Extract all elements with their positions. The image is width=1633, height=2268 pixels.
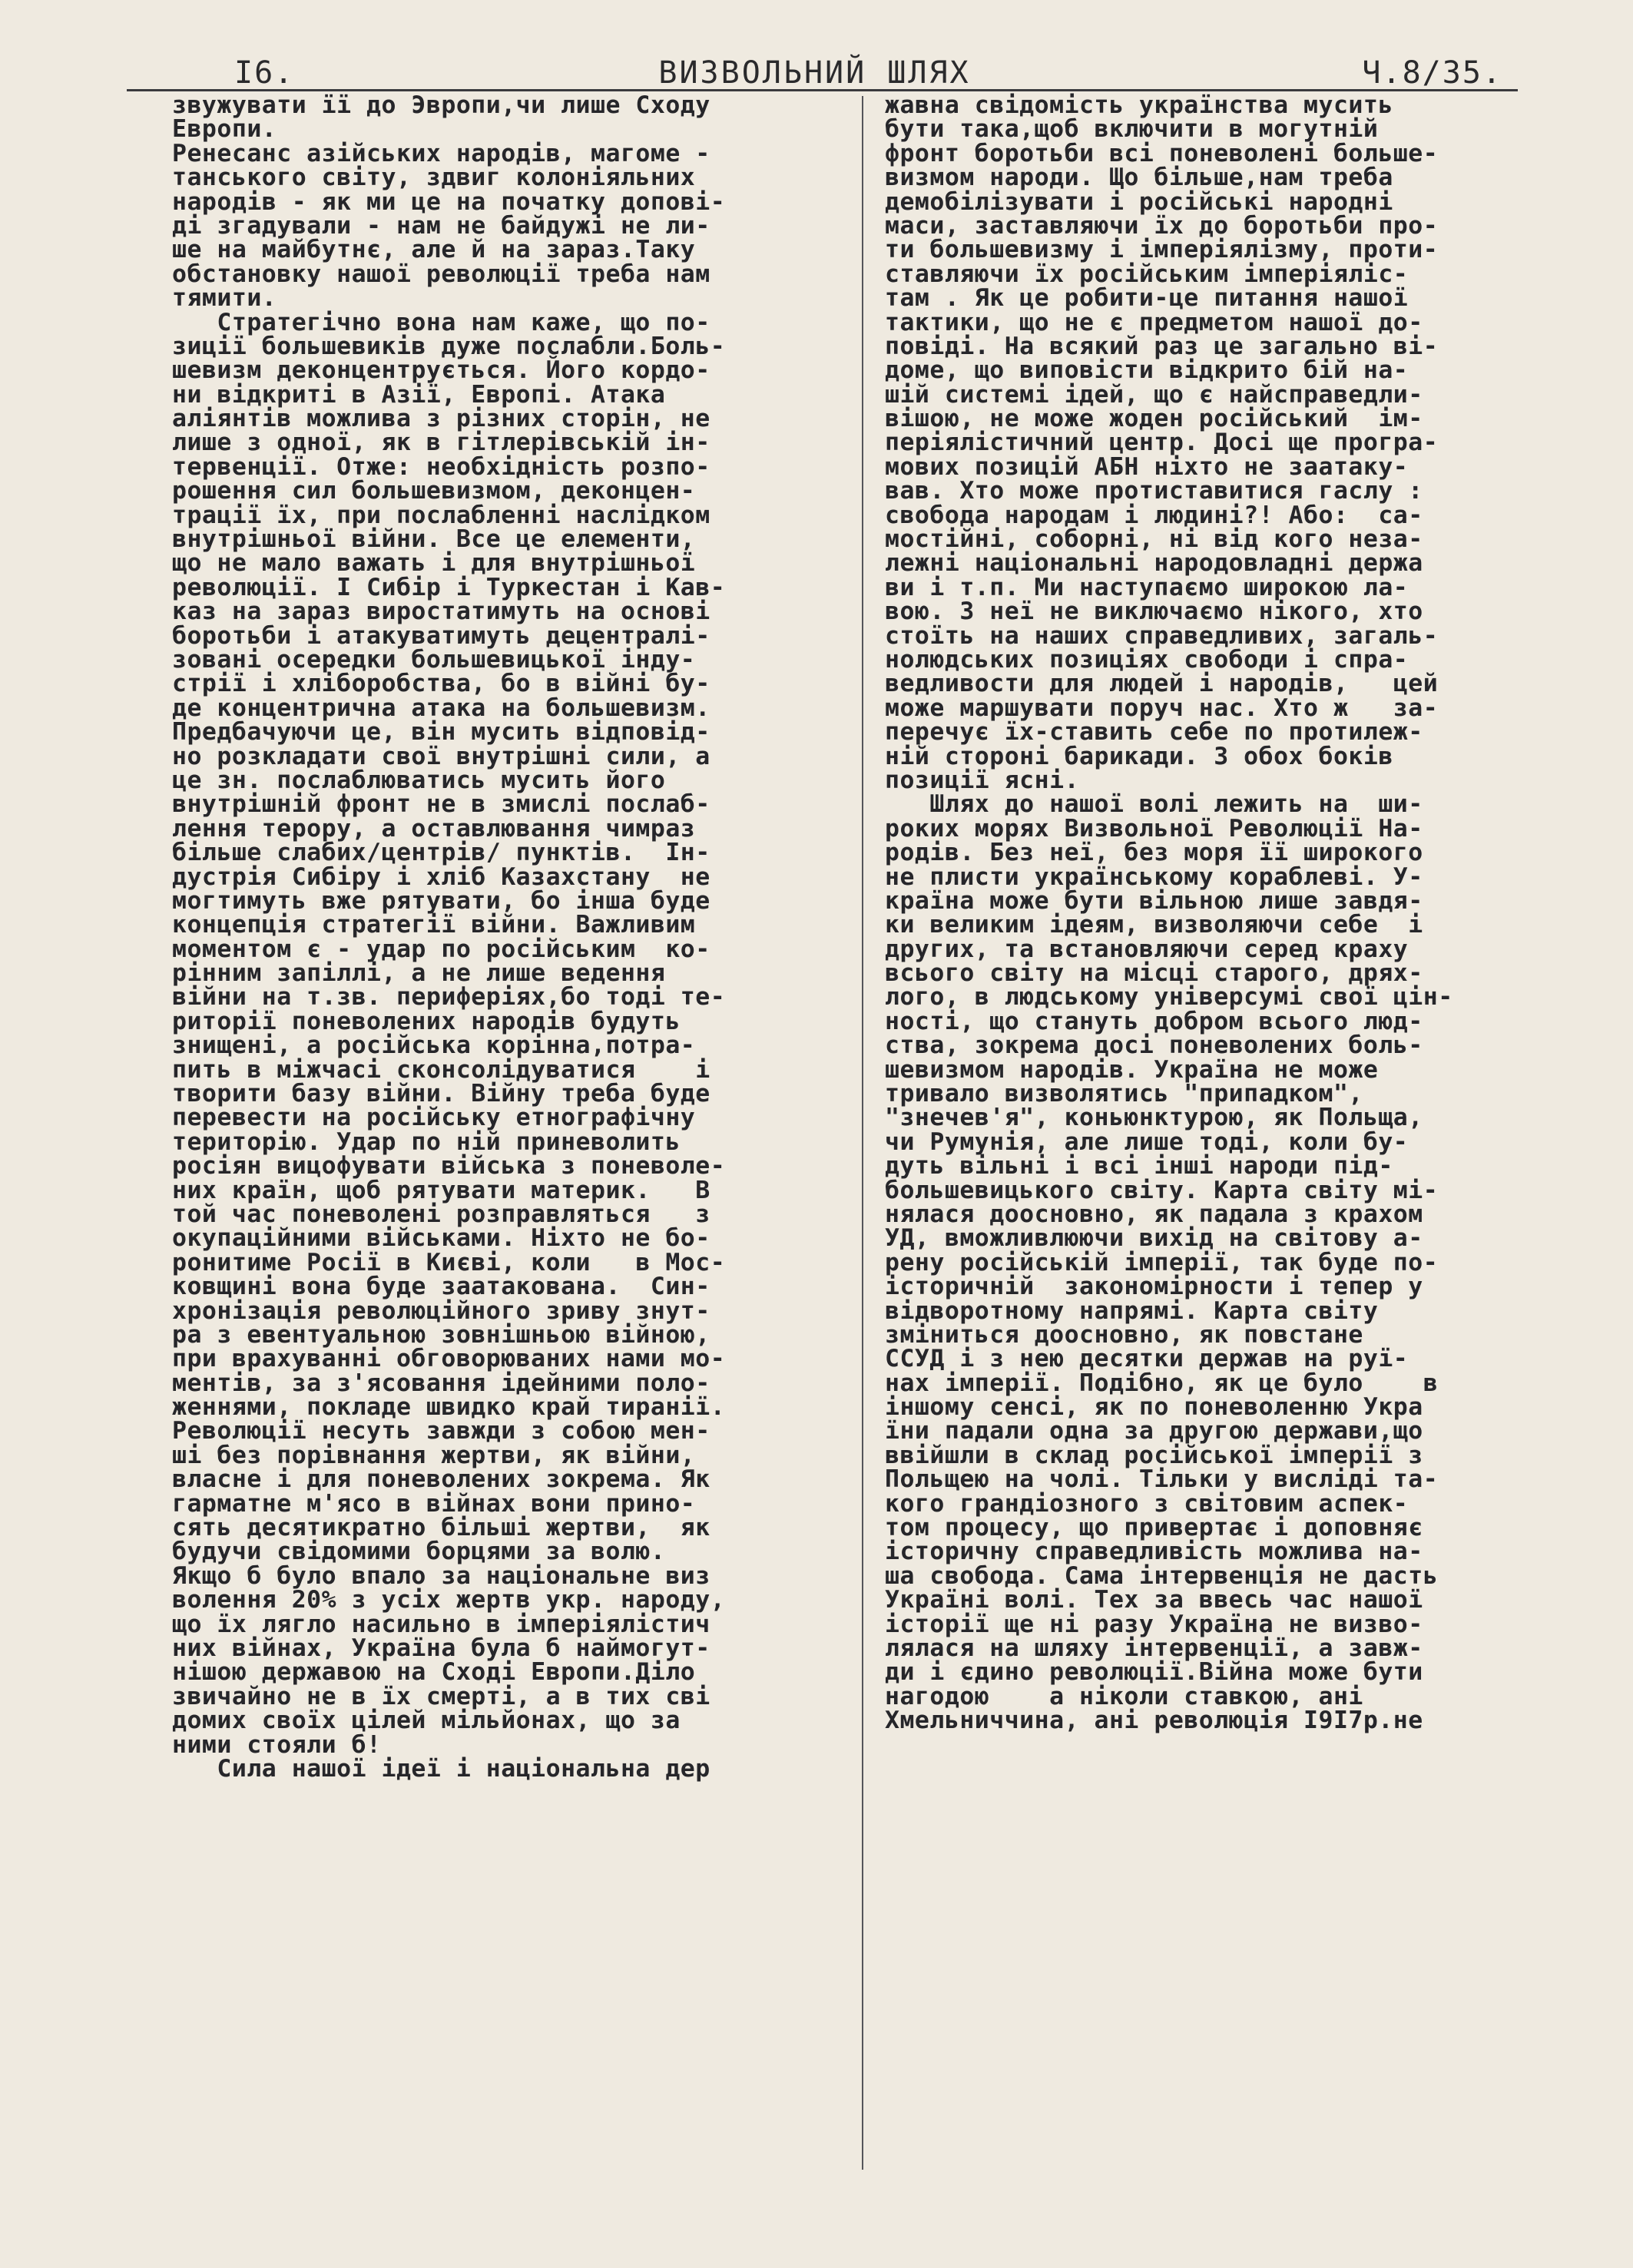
text-line: лого, в людському універсумі свої цін- bbox=[885, 983, 1453, 1011]
text-line: творити базу війни. Війну треба буде bbox=[172, 1080, 711, 1108]
text-line: окупаційними військами. Ніхто не бо- bbox=[172, 1224, 711, 1253]
text-line: рошення сил большевизмом, деконцен- bbox=[172, 477, 696, 505]
text-line: Польщею на чолі. Тільки у висліді та- bbox=[885, 1465, 1439, 1494]
right-text-column bbox=[885, 91, 1576, 1735]
text-line: маси, заставляючи їх до боротьби про- bbox=[885, 211, 1439, 240]
text-line: вою. З неї не виключаємо нікого, хто bbox=[885, 598, 1423, 626]
text-line: женнями, покладе швидко край тиранії. bbox=[172, 1393, 726, 1422]
text-line: Шлях до нашої волі лежить на ши- bbox=[885, 790, 1423, 819]
text-line: ронитиме Росії в Києві, коли в Мос- bbox=[172, 1248, 726, 1276]
text-line: Україні волі. Тех за ввесь час нашої bbox=[885, 1586, 1423, 1614]
text-line: но розкладати свої внутрішні сили, а bbox=[172, 742, 711, 770]
text-line: риторії поневолених народів будуть bbox=[172, 1007, 681, 1035]
text-line: позиції ясні. bbox=[885, 766, 1080, 794]
text-line: моментом є - удар по російським ко- bbox=[172, 935, 711, 963]
text-line: нагодою а ніколи ставкою, ані bbox=[885, 1682, 1363, 1710]
text-line: ти большевизму і імперіялізму, проти- bbox=[885, 236, 1439, 264]
left-text-column bbox=[172, 91, 848, 1783]
text-line: Европи. bbox=[172, 115, 277, 144]
text-line: ра з евентуальною зовнішньою війною, bbox=[172, 1320, 711, 1349]
text-line: ше на майбутнє, але й на зараз.Таку bbox=[172, 236, 696, 264]
text-line: де концентрична атака на большевизм. bbox=[172, 694, 711, 722]
text-line: історичній закономірности і тепер у bbox=[885, 1273, 1423, 1301]
text-line: той час поневолені розправляться з bbox=[172, 1200, 711, 1228]
text-line: свобода народам і людині?! Або: са- bbox=[885, 501, 1423, 529]
text-line: домих своїх цілей мільйонах, що за bbox=[172, 1707, 681, 1735]
text-line: боротьби і атакуватимуть децентралі- bbox=[172, 621, 711, 650]
text-line: ства, зокрема досі поневолених боль- bbox=[885, 1031, 1423, 1060]
text-line: Стратегічно вона нам каже, що по- bbox=[172, 308, 711, 336]
text-line: народів - як ми це на початку доповi- bbox=[172, 187, 726, 216]
text-line: більше слабих/центрів/ пунктів. Ін- bbox=[172, 839, 711, 867]
text-line: тямити. bbox=[172, 284, 277, 313]
text-line: фронт боротьби всі поневолені больше- bbox=[885, 139, 1439, 167]
text-line: там . Як це робити-це питання нашої bbox=[885, 284, 1409, 313]
text-line: стоїть на наших справедливих, загаль- bbox=[885, 621, 1439, 650]
text-line: нах імперії. Подібно, як це було в bbox=[885, 1369, 1439, 1397]
text-line: іншому сенсі, як по поневоленню Укра bbox=[885, 1393, 1423, 1422]
text-line: родів. Без неї, без моря її широкого bbox=[885, 839, 1423, 867]
text-line: це зн. послаблюватись мусить його bbox=[172, 766, 666, 794]
text-line: хронізація революційного зриву знут- bbox=[172, 1296, 711, 1325]
text-line: ки великим ідеям, визволяючи себе і bbox=[885, 911, 1423, 939]
text-line: тривало визволятись "припадком", bbox=[885, 1080, 1363, 1108]
text-line: внутрішньої війни. Все це елементи, bbox=[172, 525, 696, 554]
text-line: росіян вицофувати війська з поневоле- bbox=[172, 1152, 726, 1180]
text-line: ни відкриті в Азії, Европі. Атака bbox=[172, 380, 666, 409]
text-line: шевизмом народів. Україна не може bbox=[885, 1055, 1379, 1084]
text-line: том процесу, що привертає і доповняє bbox=[885, 1514, 1423, 1542]
text-line: що їх лягло насильно в імперіялістич bbox=[172, 1610, 711, 1638]
text-line: ведливости для людей і народів, цей bbox=[885, 670, 1439, 698]
text-line: трації їх, при послабленні наслідком bbox=[172, 501, 711, 529]
text-line: ди і єдино революції.Війна може бути bbox=[885, 1658, 1423, 1687]
text-line: других, та встановляючи серед краху bbox=[885, 935, 1409, 963]
text-line: нялася доосновно, як падала з крахом bbox=[885, 1200, 1423, 1228]
text-line: зовані осередки большевицької інду- bbox=[172, 645, 696, 674]
text-line: всього світу на місці старого, дрях- bbox=[885, 959, 1423, 988]
text-line: стрії і хліборобства, бо в війні бу- bbox=[172, 670, 711, 698]
text-line: війни на т.зв. периферіях,бо тоді те- bbox=[172, 983, 726, 1011]
text-line: відворотному напрямі. Карта світу bbox=[885, 1296, 1379, 1325]
text-line: нолюдських позиціях свободи і спра- bbox=[885, 645, 1409, 674]
text-line: історії ще ні разу Україна не визво- bbox=[885, 1610, 1423, 1638]
text-line: могтимуть вже рятувати, бо інша буде bbox=[172, 886, 711, 915]
page-header bbox=[127, 48, 1502, 94]
text-line: лежні національні народовладні держа bbox=[885, 549, 1423, 578]
text-line: повіді. На всякий раз це загально ві- bbox=[885, 332, 1439, 360]
text-line: лення терору, а оставлювання чимраз bbox=[172, 814, 696, 843]
text-line: власне і для поневолених зокрема. Як bbox=[172, 1465, 711, 1494]
text-line: ші без порівнання жертви, як війни, bbox=[172, 1441, 696, 1469]
text-line: Ренесанс азійських народів, магоме - bbox=[172, 139, 711, 167]
text-line: вішою, не може жоден російський ім- bbox=[885, 405, 1423, 433]
text-line: аліянтів можлива з різних сторін, не bbox=[172, 405, 711, 433]
text-line: ввійшли в склад російської імперії з bbox=[885, 1441, 1423, 1469]
text-line: ша свобода. Сама інтервенція не дасть bbox=[885, 1561, 1439, 1590]
text-line: дуть вільні і всі інші народи під- bbox=[885, 1152, 1393, 1180]
text-line: сять десятикратно більші жертви, як bbox=[172, 1514, 711, 1542]
text-line: пить в міжчасі сконсолідуватися і bbox=[172, 1055, 711, 1084]
text-line: не плисти українському кораблеві. У- bbox=[885, 863, 1423, 891]
page-number: I6. bbox=[234, 55, 295, 91]
journal-title: ВИЗВОЛЬНИЙ ШЛЯХ bbox=[658, 55, 971, 91]
issue-number: Ч.8/35. bbox=[1362, 55, 1502, 91]
text-line: Предбачуючи це, він мусить відповід- bbox=[172, 718, 711, 747]
text-line: тервенції. Отже: необхідність розпо- bbox=[172, 452, 711, 481]
text-line: чи Румунія, але лише тоді, коли бу- bbox=[885, 1127, 1409, 1156]
text-line: перевести на російську етнографічну bbox=[172, 1104, 696, 1132]
text-line: них війнах, Україна була б наймогут- bbox=[172, 1634, 711, 1662]
text-line: звужувати її до Эвропи,чи лише Сходу bbox=[172, 91, 711, 119]
text-line: демобілізувати і російські народні bbox=[885, 187, 1393, 216]
text-line: мостійні, соборні, ні від кого неза- bbox=[885, 525, 1423, 554]
text-line: большевицького світу. Карта світу мі- bbox=[885, 1176, 1439, 1204]
text-line: лялася на шляху інтервенції, а завж- bbox=[885, 1634, 1423, 1662]
text-line: ставляючи їх російським імперіяліс- bbox=[885, 260, 1409, 288]
text-line: гарматне м'ясо в війнах вони прино- bbox=[172, 1489, 696, 1518]
text-line: що не мало важать і для внутрішньої bbox=[172, 549, 696, 578]
text-line: шевизм деконцентрується. Його кордо- bbox=[172, 356, 711, 385]
text-line: лише з одної, як в гітлерівській ін- bbox=[172, 429, 711, 457]
text-line: рінним запіллі, а не лише ведення bbox=[172, 959, 666, 988]
text-line: може маршувати поруч нас. Хто ж за- bbox=[885, 694, 1439, 722]
text-line: знищені, а російська корінна,потра- bbox=[172, 1031, 696, 1060]
text-line: територію. Удар по ній приневолить bbox=[172, 1127, 681, 1156]
text-line: нішою державою на Сході Европи.Діло bbox=[172, 1658, 696, 1687]
text-line: визмом народи. Що більше,нам треба bbox=[885, 164, 1393, 192]
text-line: волення 20% з усіх жертв укр. народу, bbox=[172, 1586, 726, 1614]
text-line: каз на зараз виростатимуть на основі bbox=[172, 598, 711, 626]
text-line: їни падали одна за другою держави,що bbox=[885, 1417, 1423, 1445]
text-line: "знечев'я", коньюнктурою, як Польща, bbox=[885, 1104, 1423, 1132]
text-line: ковщині вона буде заатакована. Син- bbox=[172, 1273, 711, 1301]
text-line: ментів, за з'ясовання ідейними поло- bbox=[172, 1369, 711, 1397]
text-line: періялістичний центр. Досі ще програ- bbox=[885, 429, 1439, 457]
text-line: ними стояли б! bbox=[172, 1730, 382, 1759]
text-line: звичайно не в їх смерті, а в тих сві bbox=[172, 1682, 711, 1710]
text-line: доме, що виповісти відкрито бій на- bbox=[885, 356, 1409, 385]
text-line: танського світу, здвиг колоніяльних bbox=[172, 164, 696, 192]
text-line: мових позицій АБН ніхто не заатаку- bbox=[885, 452, 1409, 481]
text-line: перечує їх-ставить себе по протилеж- bbox=[885, 718, 1423, 747]
text-line: внутрішній фронт не в змислі послаб- bbox=[172, 790, 711, 819]
text-line: обстановку нашої революції треба нам bbox=[172, 260, 711, 288]
text-line: кого грандіозного з світовим аспек- bbox=[885, 1489, 1409, 1518]
text-line: концепція стратегії війни. Важливим bbox=[172, 911, 696, 939]
text-line: рену російській імперії, так буде по- bbox=[885, 1248, 1439, 1276]
text-line: бути така,щоб включити в могутній bbox=[885, 115, 1379, 144]
text-line: вав. Хто може протиставитися гаслу : bbox=[885, 477, 1423, 505]
text-line: при врахуванні обговорюваних нами мо- bbox=[172, 1345, 726, 1373]
text-line: Сила нашої ідеї і національна дер bbox=[172, 1754, 711, 1783]
text-line: Якщо б було впало за національне виз bbox=[172, 1561, 711, 1590]
column-divider bbox=[862, 96, 863, 2170]
text-line: революції. І Сибір і Туркестан і Кав- bbox=[172, 573, 726, 601]
text-line: роких морях Визвольної Революції На- bbox=[885, 814, 1423, 843]
text-line: Революції несуть завжди з собою мен- bbox=[172, 1417, 711, 1445]
text-line: шій системі ідей, що є найсправедли- bbox=[885, 380, 1423, 409]
text-line: ви і т.п. Ми наступаємо широкою ла- bbox=[885, 573, 1409, 601]
text-line: Хмельниччина, ані революція I9I7р.не bbox=[885, 1707, 1423, 1735]
text-line: країна може бути вільною лише завдя- bbox=[885, 886, 1423, 915]
text-line: них країн, щоб рятувати материк. В bbox=[172, 1176, 711, 1204]
text-line: історичну справедливість можлива на- bbox=[885, 1538, 1423, 1566]
text-line: ності, що стануть добром всього люд- bbox=[885, 1007, 1423, 1035]
text-line: зміниться доосновно, як повстане bbox=[885, 1320, 1363, 1349]
text-line: ді згадували - нам не байдужі не ли- bbox=[172, 211, 711, 240]
text-line: УД, вможливлюючи вихід на світову а- bbox=[885, 1224, 1423, 1253]
text-line: ССУД і з нею десятки держав на руї- bbox=[885, 1345, 1409, 1373]
text-line: тактики, що не є предметом нашої до- bbox=[885, 308, 1423, 336]
text-line: будучи свідомими борцями за волю. bbox=[172, 1538, 666, 1566]
text-line: жавна свідомість українства мусить bbox=[885, 91, 1393, 119]
text-line: дустрія Сибіру і хліб Казахстану не bbox=[172, 863, 711, 891]
text-line: ній стороні барикади. З обох боків bbox=[885, 742, 1393, 770]
text-line: зиції большевиків дуже послабли.Боль- bbox=[172, 332, 726, 360]
